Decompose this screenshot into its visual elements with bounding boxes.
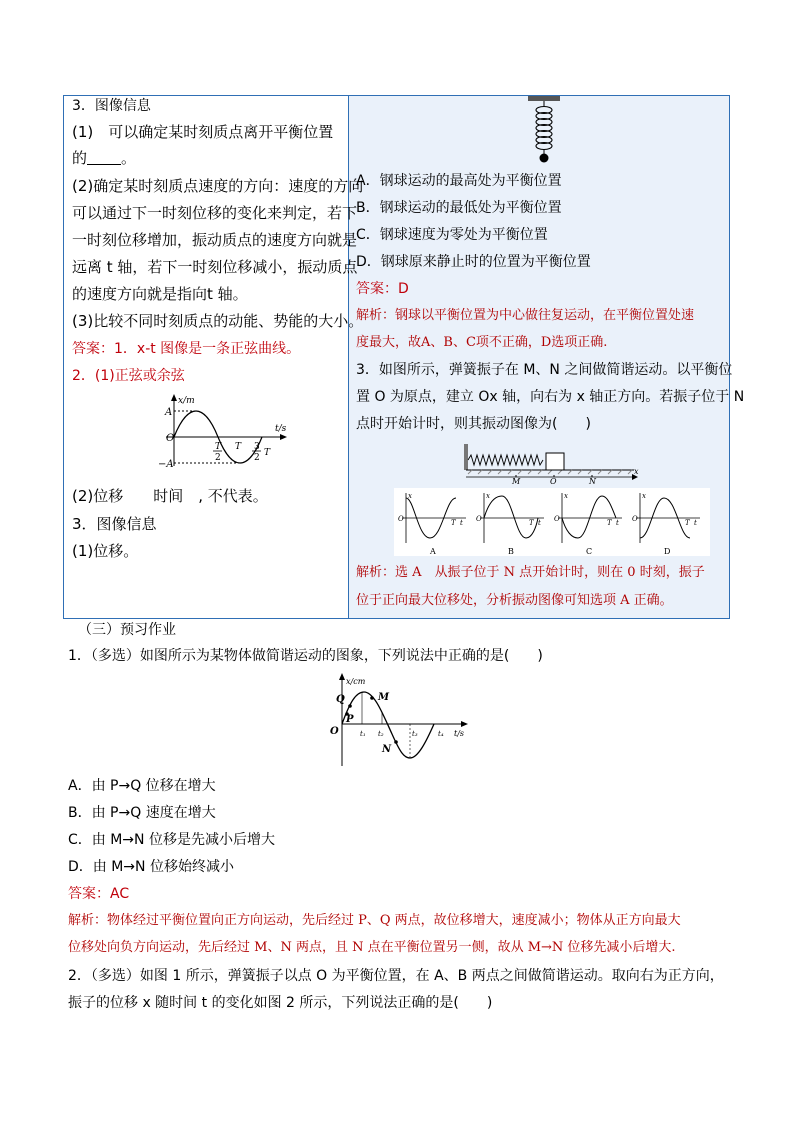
graph-origin: O [166, 433, 175, 444]
tick-3half-T: T [264, 448, 271, 458]
right-optB: B．钢球运动的最低处为平衡位置 [356, 200, 562, 216]
sine-graph-small [134, 391, 294, 473]
q1-xlabel: t/s [454, 729, 465, 738]
svg-text:x: x [564, 492, 568, 500]
x-axis-arrow [280, 434, 287, 440]
fill-blank [87, 150, 121, 165]
left-heading2: 3．图像信息 [72, 515, 157, 533]
q2-stem-1: 2．（多选）如图 1 所示，弹簧振子以点 O 为平衡位置，在 A、B 两点之间做简谐运动。取向右为正方向， [68, 968, 724, 984]
graph-ylabel: x/m [178, 396, 195, 406]
svg-text:x: x [642, 492, 646, 500]
q1-t2: t₂ [378, 730, 384, 738]
left-item1-line2 [72, 148, 136, 168]
q1-expl-1: 解析：物体经过平衡位置向正方向运动，先后经过 P、Q 两点，故位移增大，速度减小；物体从正方向最大 [68, 913, 681, 928]
right-optC: C．钢球速度为零处为平衡位置 [356, 227, 548, 243]
column-divider [348, 96, 349, 618]
q1-t3: t₃ [412, 730, 418, 738]
left-item1-suffix: 。 [121, 149, 137, 167]
floor-hatch [468, 470, 632, 474]
q1-label-M: M [378, 692, 390, 703]
q1-optA: A．由 P→Q 位移在增大 [68, 778, 216, 794]
left-item1-line1: (1) 可以确定某时刻质点离开平衡位置 [72, 123, 334, 141]
left-heading: 3．图像信息 [72, 98, 151, 114]
svg-text:T: T [607, 519, 612, 527]
option-graph-B-label: B [508, 547, 514, 556]
right-q3-line2: 置 O 为原点，建立 Ox 轴，向右为 x 轴正方向。若振子位于 N [356, 389, 745, 405]
svg-text:t: t [694, 519, 697, 527]
q1-answer: 答案：AC [68, 886, 130, 902]
two-column-box [63, 95, 745, 619]
tick-3half-den: 2 [254, 453, 260, 463]
steel-ball [540, 154, 549, 163]
right-optD: D．钢球原来静止时的位置为平衡位置 [356, 254, 591, 270]
tick-T: T [235, 442, 242, 452]
left-item3: (3)比较不同时刻质点的动能、势能的大小。 [72, 312, 364, 330]
svg-text:O: O [398, 515, 404, 523]
tick-3half-num: 3 [254, 442, 260, 452]
svg-text:T: T [451, 519, 456, 527]
q1-optC: C．由 M→N 位移是先减小后增大 [68, 832, 275, 848]
left-item2-line5: 的速度方向就是指向t 轴。 [72, 285, 248, 303]
left-answer2: 2．(1)正弦或余弦 [72, 368, 185, 384]
left-wall [464, 444, 468, 470]
svg-text:t: t [538, 519, 541, 527]
left-answer1: 答案：1．x-t 图像是一条正弦曲线。 [72, 341, 301, 357]
right-optA: A．钢球运动的最高处为平衡位置 [356, 173, 562, 189]
graph-A: A [165, 407, 173, 418]
svg-text:T: T [529, 519, 534, 527]
svg-text:O: O [632, 515, 638, 523]
left-item2-line3: 一时刻位移增加，振动质点的速度方向就是 [72, 231, 358, 249]
q1-optD: D．由 M→N 位移始终减小 [68, 859, 234, 875]
svg-text:x: x [408, 492, 412, 500]
q1-label-P: P [346, 714, 354, 725]
q1-t4: t₄ [438, 730, 444, 738]
graph-negA: −A [158, 459, 174, 470]
y-axis-arrow [171, 394, 177, 401]
label-N: N [589, 477, 596, 484]
option-graph-A-label: A [430, 547, 436, 556]
right-q3-line1: 3．如图所示，弹簧振子在 M、N 之间做简谐运动。以平衡位 [356, 362, 733, 378]
svg-text:t: t [460, 519, 463, 527]
svg-text:O: O [554, 515, 560, 523]
svg-text:T: T [685, 519, 690, 527]
q1-graph [322, 672, 470, 768]
left-item1-prefix: 的 [72, 149, 88, 167]
svg-text:x: x [486, 492, 490, 500]
hanging-spring-figure [520, 96, 570, 164]
q1-ylabel: x/cm [346, 677, 366, 686]
left-item2-line4: 远离 t 轴，若下一时刻位移减小，振动质点 [72, 258, 358, 276]
q1-label-N: N [382, 744, 392, 755]
label-x: x [634, 467, 639, 476]
option-graph-D-label: D [664, 547, 671, 556]
q1-label-Q: Q [336, 694, 345, 705]
q1-origin: O [330, 726, 339, 737]
right-answer: 答案：D [356, 281, 409, 297]
right-expl3-1: 解析：选 A 从振子位于 N 点开始计时，则在 0 时刻，振子 [356, 565, 705, 580]
option-graphs-row [394, 488, 710, 556]
q2-stem-2: 振子的位移 x 随时间 t 的变化如图 2 所示，下列说法正确的是( ) [68, 995, 493, 1011]
graph-xlabel: t/s [275, 424, 287, 434]
horizontal-spring [468, 455, 543, 465]
label-O: O [550, 477, 557, 484]
spring-coils [536, 107, 552, 150]
right-q3-line3: 点时开始计时，则其振动图像为( ) [356, 416, 591, 432]
svg-text:O: O [476, 515, 482, 523]
right-expl-1: 解析：钢球以平衡位置为中心做往复运动，在平衡位置处速 [356, 308, 695, 323]
q1-expl-2: 位移处向负方向运动，先后经过 M、N 两点，且 N 点在平衡位置另一侧，故从 M→N 位移先减小后增大. [68, 940, 676, 955]
left-answer2-2: (2)位移 时间 , 不代表。 [72, 487, 268, 505]
horizontal-spring-figure [462, 442, 642, 484]
tick-half-num: T [215, 442, 222, 452]
left-item2-line2: 可以通过下一时刻位移的变化来判定，若下 [72, 204, 358, 222]
right-expl3-2: 位于正向最大位移处，分析振动图像可知选项 A 正确。 [356, 593, 673, 608]
option-graph-C-label: C [586, 547, 593, 556]
q1-stem: 1．（多选）如图所示为某物体做简谐运动的图象，下列说法中正确的是( ) [68, 648, 543, 664]
ceiling-mount [528, 96, 560, 101]
oscillator-block [546, 453, 564, 470]
q1-optB: B．由 P→Q 速度在增大 [68, 805, 216, 821]
svg-text:t: t [616, 519, 619, 527]
section-title: （三）预习作业 [78, 622, 176, 638]
tick-half-den: 2 [215, 453, 221, 463]
right-expl-2: 度最大，故A、B、C项不正确，D选项正确. [356, 335, 608, 350]
left-item2-line1: (2)确定某时刻质点速度的方向：速度的方向 [72, 177, 364, 195]
q1-t1: t₁ [360, 730, 366, 738]
left-answer3-1: (1)位移。 [72, 542, 139, 560]
label-M: M [512, 477, 521, 484]
